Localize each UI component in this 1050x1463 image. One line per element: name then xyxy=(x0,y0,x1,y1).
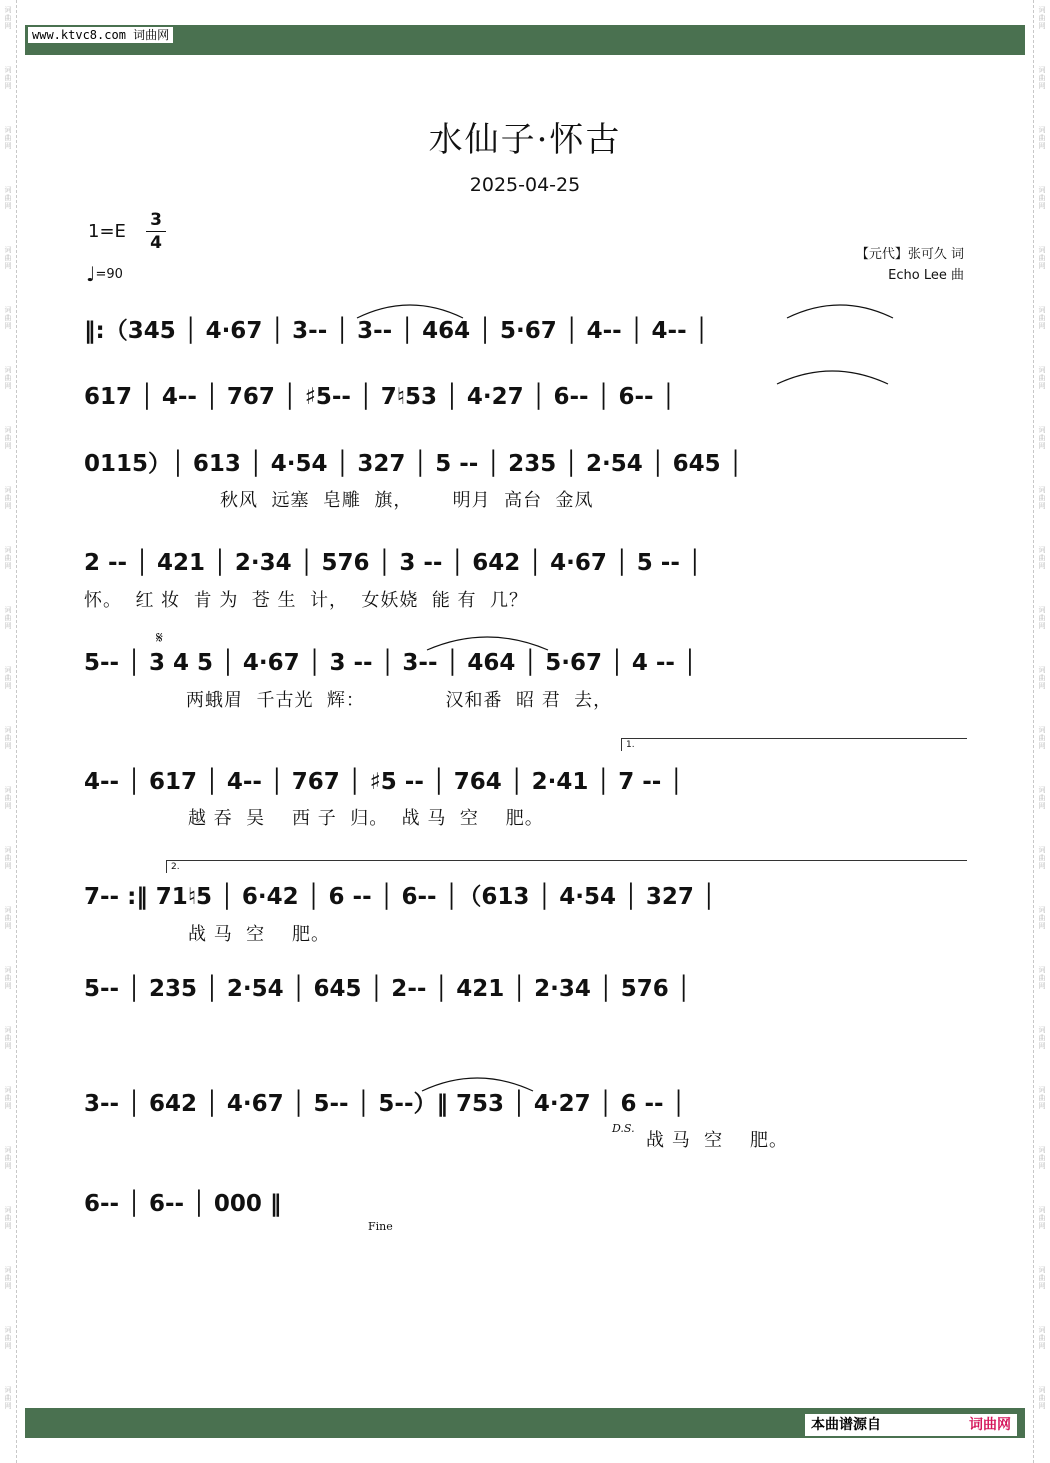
tie-arc-2 xyxy=(785,300,895,320)
time-signature xyxy=(146,210,166,253)
music-row-6: 4-- │ 617 │ 4-- │ 767 │ ♯5 -- │ 764 │ 2·41 │ 7 -- │ xyxy=(84,769,684,795)
volta-2-label: 2. xyxy=(171,862,180,872)
edge-watermark-mark: 词 曲 网 xyxy=(1038,786,1046,810)
segno-mark: 𝄋 xyxy=(156,628,163,647)
edge-watermark-mark: 词 曲 网 xyxy=(1038,486,1046,510)
credits xyxy=(856,244,964,286)
song-date: 2025-04-25 xyxy=(469,174,581,196)
music-row-2: 617 │ 4-- │ 767 │ ♯5-- │ 7♮53 │ 4·27 │ 6-- │ 6-- │ xyxy=(84,384,676,410)
edge-watermark-mark: 词 曲 网 xyxy=(1038,846,1046,870)
edge-watermark-mark: 词 曲 网 xyxy=(4,1206,12,1230)
quarter-note-icon: ♩ xyxy=(86,262,96,286)
edge-watermark-mark: 词 曲 网 xyxy=(4,1026,12,1050)
edge-watermark-mark: 词 曲 网 xyxy=(4,186,12,210)
edge-watermark-mark: 词 曲 网 xyxy=(4,1086,12,1110)
ds-mark: D.S. xyxy=(612,1122,635,1135)
edge-watermark-mark: 词 曲 网 xyxy=(1038,1386,1046,1410)
tempo-value: =90 xyxy=(95,267,123,282)
top-banner xyxy=(25,25,1025,55)
edge-watermark-mark: 词 曲 网 xyxy=(1038,1206,1046,1230)
tie-arc-1 xyxy=(355,300,465,320)
edge-watermark-mark: 词 曲 网 xyxy=(4,1266,12,1290)
music-row-10: 6-- │ 6-- │ 000 ‖ xyxy=(84,1191,282,1217)
volta-2-bracket xyxy=(166,860,967,873)
edge-watermark-mark: 词 曲 网 xyxy=(1038,966,1046,990)
time-signature-top: 3 xyxy=(150,210,162,230)
edge-watermark-mark: 词 曲 网 xyxy=(4,1146,12,1170)
bottom-banner xyxy=(25,1408,1025,1438)
edge-watermark-mark: 词 曲 网 xyxy=(4,246,12,270)
edge-watermark-mark: 词 曲 网 xyxy=(4,126,12,150)
music-row-5: 5-- │ 3 4 5 │ 4·67 │ 3 -- │ 3-- │ 464 │ 5·67 │ 4 -- │ xyxy=(84,650,697,676)
edge-watermark-mark: 词 曲 网 xyxy=(1038,426,1046,450)
edge-watermark-mark: 词 曲 网 xyxy=(1038,1026,1046,1050)
edge-watermark-mark: 词 曲 网 xyxy=(4,726,12,750)
volta-1-bracket xyxy=(621,738,967,751)
edge-watermark-mark: 词 曲 网 xyxy=(1038,306,1046,330)
edge-watermark-mark: 词 曲 网 xyxy=(1038,606,1046,630)
edge-watermark-mark: 词 曲 网 xyxy=(1038,1146,1046,1170)
edge-watermark-mark: 词 曲 网 xyxy=(1038,66,1046,90)
edge-watermark-mark: 词 曲 网 xyxy=(4,666,12,690)
edge-watermark-mark: 词 曲 网 xyxy=(4,606,12,630)
edge-watermark-mark: 词 曲 网 xyxy=(4,546,12,570)
fine-mark: Fine xyxy=(368,1220,393,1233)
composer: Echo Lee 曲 xyxy=(888,268,964,283)
lyric-row-7: 战 马 空 肥。 xyxy=(188,924,331,945)
time-signature-bottom: 4 xyxy=(150,233,162,253)
lyric-row-5: 两蛾眉 千古光 辉： 汉和番 昭 君 去， xyxy=(186,690,613,711)
edge-watermark-mark: 词 曲 网 xyxy=(1038,1266,1046,1290)
key-signature: 1=E xyxy=(88,221,126,242)
music-row-4: 2 -- │ 421 │ 2·34 │ 576 │ 3 -- │ 642 │ 4·67 │ 5 -- │ xyxy=(84,550,702,576)
volta-1-label: 1. xyxy=(626,740,635,750)
lyricist: 【元代】张可久 词 xyxy=(855,247,964,262)
edge-watermark-mark: 词 曲 网 xyxy=(1038,726,1046,750)
lyric-row-9: 战 马 空 肥。 xyxy=(646,1130,789,1151)
edge-watermark-mark: 词 曲 网 xyxy=(4,486,12,510)
edge-watermark-mark: 词 曲 网 xyxy=(4,426,12,450)
source-credit[interactable] xyxy=(805,1414,1017,1436)
music-row-1: ‖:（345 │ 4·67 │ 3-- │ 3-- │ 464 │ 5·67 │ 4-- │ 4-- │ xyxy=(84,318,709,344)
source-credit-text: 本曲谱源自 xyxy=(811,1417,881,1433)
edge-watermark-mark: 词 曲 网 xyxy=(4,1386,12,1410)
music-row-9: 3-- │ 642 │ 4·67 │ 5-- │ 5--）‖ 753 │ 4·27 │ 6 -- │ xyxy=(84,1091,686,1117)
site-url[interactable]: www.ktvc8.com 词曲网 xyxy=(28,27,173,43)
edge-watermark-mark: 词 曲 网 xyxy=(4,366,12,390)
song-title: 水仙子·怀古 xyxy=(428,120,622,160)
lyric-row-6: 越 吞 吴 西 子 归。 战 马 空 肥。 xyxy=(188,808,544,829)
tie-arc-4 xyxy=(425,632,550,652)
edge-watermark-mark: 词 曲 网 xyxy=(4,6,12,30)
edge-watermark-mark: 词 曲 网 xyxy=(1038,1086,1046,1110)
edge-watermark-mark: 词 曲 网 xyxy=(1038,546,1046,570)
music-row-8: 5-- │ 235 │ 2·54 │ 645 │ 2-- │ 421 │ 2·34 │ 576 │ xyxy=(84,976,691,1002)
edge-watermark-mark: 词 曲 网 xyxy=(4,66,12,90)
edge-watermark-mark: 词 曲 网 xyxy=(1038,666,1046,690)
edge-watermark-mark: 词 曲 网 xyxy=(1038,1326,1046,1350)
source-credit-site[interactable]: 词曲网 xyxy=(969,1417,1011,1433)
edge-watermark-mark: 词 曲 网 xyxy=(1038,6,1046,30)
edge-watermark-mark: 词 曲 网 xyxy=(1038,186,1046,210)
edge-watermark-mark: 词 曲 网 xyxy=(4,906,12,930)
music-row-3: 0115）│ 613 │ 4·54 │ 327 │ 5 -- │ 235 │ 2·54 │ 645 │ xyxy=(84,451,743,477)
music-row-7: 7-- :‖ 71♮5 │ 6·42 │ 6 -- │ 6-- │（613 │ 4·54 │ 327 │ xyxy=(84,884,716,910)
edge-watermark-mark: 词 曲 网 xyxy=(4,846,12,870)
edge-watermark-mark: 词 曲 网 xyxy=(4,1326,12,1350)
edge-watermark-mark: 词 曲 网 xyxy=(1038,366,1046,390)
tempo-marking xyxy=(86,262,123,286)
edge-watermark-mark: 词 曲 网 xyxy=(1038,906,1046,930)
tie-arc-5 xyxy=(420,1073,535,1093)
edge-watermark-mark: 词 曲 网 xyxy=(1038,126,1046,150)
edge-watermark-mark: 词 曲 网 xyxy=(1038,246,1046,270)
lyric-row-4: 怀。 红 妆 肯 为 苍 生 计， 女妖娆 能 有 几？ xyxy=(84,590,528,611)
edge-watermark-mark: 词 曲 网 xyxy=(4,966,12,990)
edge-watermark-mark: 词 曲 网 xyxy=(4,306,12,330)
edge-watermark-mark: 词 曲 网 xyxy=(4,786,12,810)
tie-arc-3 xyxy=(775,366,890,386)
lyric-row-3: 秋风 远塞 皂雕 旗， 明月 高台 金凤 xyxy=(220,490,594,511)
